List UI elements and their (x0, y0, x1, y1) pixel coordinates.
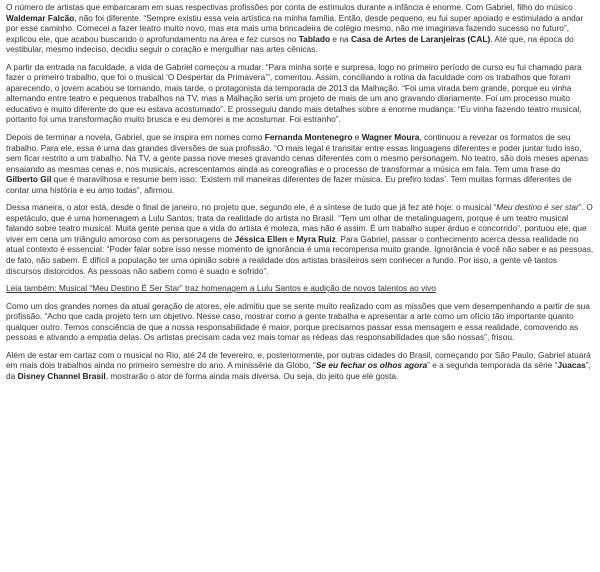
body-text: . Até que, na época do vestibular, mesmo indeciso, decidiu seguir o coração e mergulhar nas artes cênicas. (6, 33, 574, 55)
emphasis-text: Myra Ruiz (296, 233, 336, 244)
body-text: Depois de terminar a novela, Gabriel, que se inspira em nomes como (6, 132, 265, 143)
read-also-paragraph (6, 283, 594, 294)
body-text: , mostrarão o ator de forma ainda mais diversa. Ou seja, do jeito que ele gosta. (105, 370, 399, 381)
paragraph-3 (6, 132, 594, 195)
body-text: e na (330, 33, 351, 44)
emphasis-text: Fernanda Montenegro (264, 132, 353, 143)
emphasis-text: Jéssica Ellen (234, 233, 288, 244)
emphasis-text: Wagner Moura (361, 132, 420, 143)
body-text: ” e a segunda temporada da série “ (427, 360, 558, 371)
body-text: que é maravilhosa e resume bem isso: ‘Existem mil maneiras diferentes de fazer música. Eu prefiro todas’. Tem muitas formas diferentes de contar uma história e eu amo todas”, afirmou. (6, 174, 572, 195)
read-also-link[interactable]: Leia também: Musical “Meu Destino É Ser Star” traz homenagem a Lulu Santos e audição de novos talentos ao vivo (6, 283, 436, 294)
body-text: , não foi diferente. “Sempre existiu essa veia artística na minha família. Então, desde pequeno, eu fui super apoiado e estimulado a andar por esse caminho. Comecei a fazer teatro muito novo, mas era mais uma brincadeira de colégio mesmo, não me imaginava fazendo sucesso no futuro”, explicou ele, que acabou buscando o aprofundamento na área e fez cursos no (6, 12, 584, 44)
paragraph-2 (6, 62, 594, 125)
body-text: O número de artistas que embarcaram em suas respectivas profissões por conta de estímulos durante a infância é enorme. Com Gabriel, filho do músico (6, 2, 573, 12)
emphasis-text: Tablado (298, 33, 331, 44)
emphasis-text: Waldemar Falcão (6, 12, 75, 23)
emphasis-text: Gilberto Gil (6, 174, 52, 185)
body-text: Como um dos grandes nomes da atual geração de atores, ele admitiu que se sente muito realizado com as missões que vem desempenhando a partir de sua profissão. “Acho que cada projeto tem um objetivo. Nesse caso, mostrar como a gente trabalha e apresentar a arte como um ofício tão importante quanto qualquer outro. Temos consciência de que a nossa responsabilidade é maior, porque precisamos passar essa mensagem e essa realidade, comovendo as pessoas e ativando a empatia delas. Os artistas precisam cada vez mais tomar as rédeas das responsabilidades que são nossas”, frisou. (6, 300, 590, 343)
body-text: e (287, 233, 297, 244)
body-text: e (352, 132, 362, 143)
paragraph-4 (6, 202, 594, 276)
paragraph-5 (6, 301, 594, 343)
body-text: Dessa maneira, o ator está, desde o final de janeiro, no projeto que, segundo ele, é a síntese de tudo que já fez até hoje: o musical “ (6, 202, 497, 213)
paragraph-1 (6, 2, 594, 55)
emphasis-text: Se eu fechar os olhos agora (315, 360, 428, 371)
body-text: Além de estar em cartaz com o musical no Rio, até 24 de fevereiro, e, posteriormente, por outras cidades do Brasil, começando por São Paulo, Gabriel atuará em mais dois trabalhos ainda no primeiro semestre do ano. A minissérie da Globo, “ (6, 349, 591, 371)
body-text: ”, da (6, 360, 591, 381)
body-text: , continuou a revezar os formatos de seu trabalho. Para ele, essa é uma das grandes diversões de sua profissão. “O mais legal é transitar entre essas linguagens diferentes e poder juntar tudo isso, sem ficar restrito a um trabalho. Na TV, a gente passa nove meses gravando cenas diferentes com o mesmo personagem. No teatro, são dois meses apenas ensaiando as mesmas cenas e, nos musicais, acrescentamos ainda as coreografias e o processo de transformar a música em fala. Tem uma frase do (6, 132, 589, 174)
emphasis-text: Meu destino é ser star (496, 202, 579, 213)
body-text: ”. O espetáculo, que é uma homenagem a Lulu Santos, trata da realidade do artista no Brasil. “Tem um olhar de metalinguagem, porque é um teatro musical falando sobre teatro musical. Muita gente pensa que a vida do artista é moleza, mas não é assim. É um trabalho super árduo e concorrido”, pontuou ele, que viver em cena um triângulo amoroso com as personagens de (6, 202, 593, 244)
emphasis-text: Juacas (557, 360, 586, 371)
emphasis-text: Disney Channel Brasil (17, 370, 106, 381)
body-text: . Para Gabriel, passar o conhecimento acerca dessa realidade no atual contexto é essencial: “Poder falar sobre isso nesse momento de ignorância é uma recompensa muito grande. Ignorância é você não saber e as pessoas, de fato, não sabem. É difícil a população ter uma opinião sobre a realidade dos artistas brasileiros sem conhecer a fundo. Por isso, a gente vê tantos discursos distorcidos. As pessoas não sabem como é suado e sofrido”. (6, 233, 594, 276)
paragraph-6 (6, 350, 594, 382)
body-text: A partir da entrada na faculdade, a vida de Gabriel começou a mudar. “Para minha sorte e surpresa, logo no primeiro período de curso eu fui chamado para fazer o primeiro trabalho, que foi o musical ‘O Despertar da Primavera’”, comentou. Assim, conciliando a rotina da faculdade com os trabalhos que foram aparecendo, o jovem acabou se tornando, mais tarde, o protagonista da temporada de 2013 da Malhação. “Foi uma virada bem grande, porque eu vinha alternando entre teatro e pequenos trabalhos na TV, mas a Malhação seria um projeto de mais de um ano gravando diariamente. Foi um processo muito educativo e muito diferente do que eu estava acostumado”. E prosseguiu dando mais detalhes sobre a enorme mudança: “Eu vinha fazendo teatro musical, portanto foi uma transformação muito brusca e eu demorei a me acostumar. Foi estranho”. (6, 61, 582, 125)
emphasis-text: Casa de Artes de Laranjeiras (CAL) (350, 33, 491, 44)
